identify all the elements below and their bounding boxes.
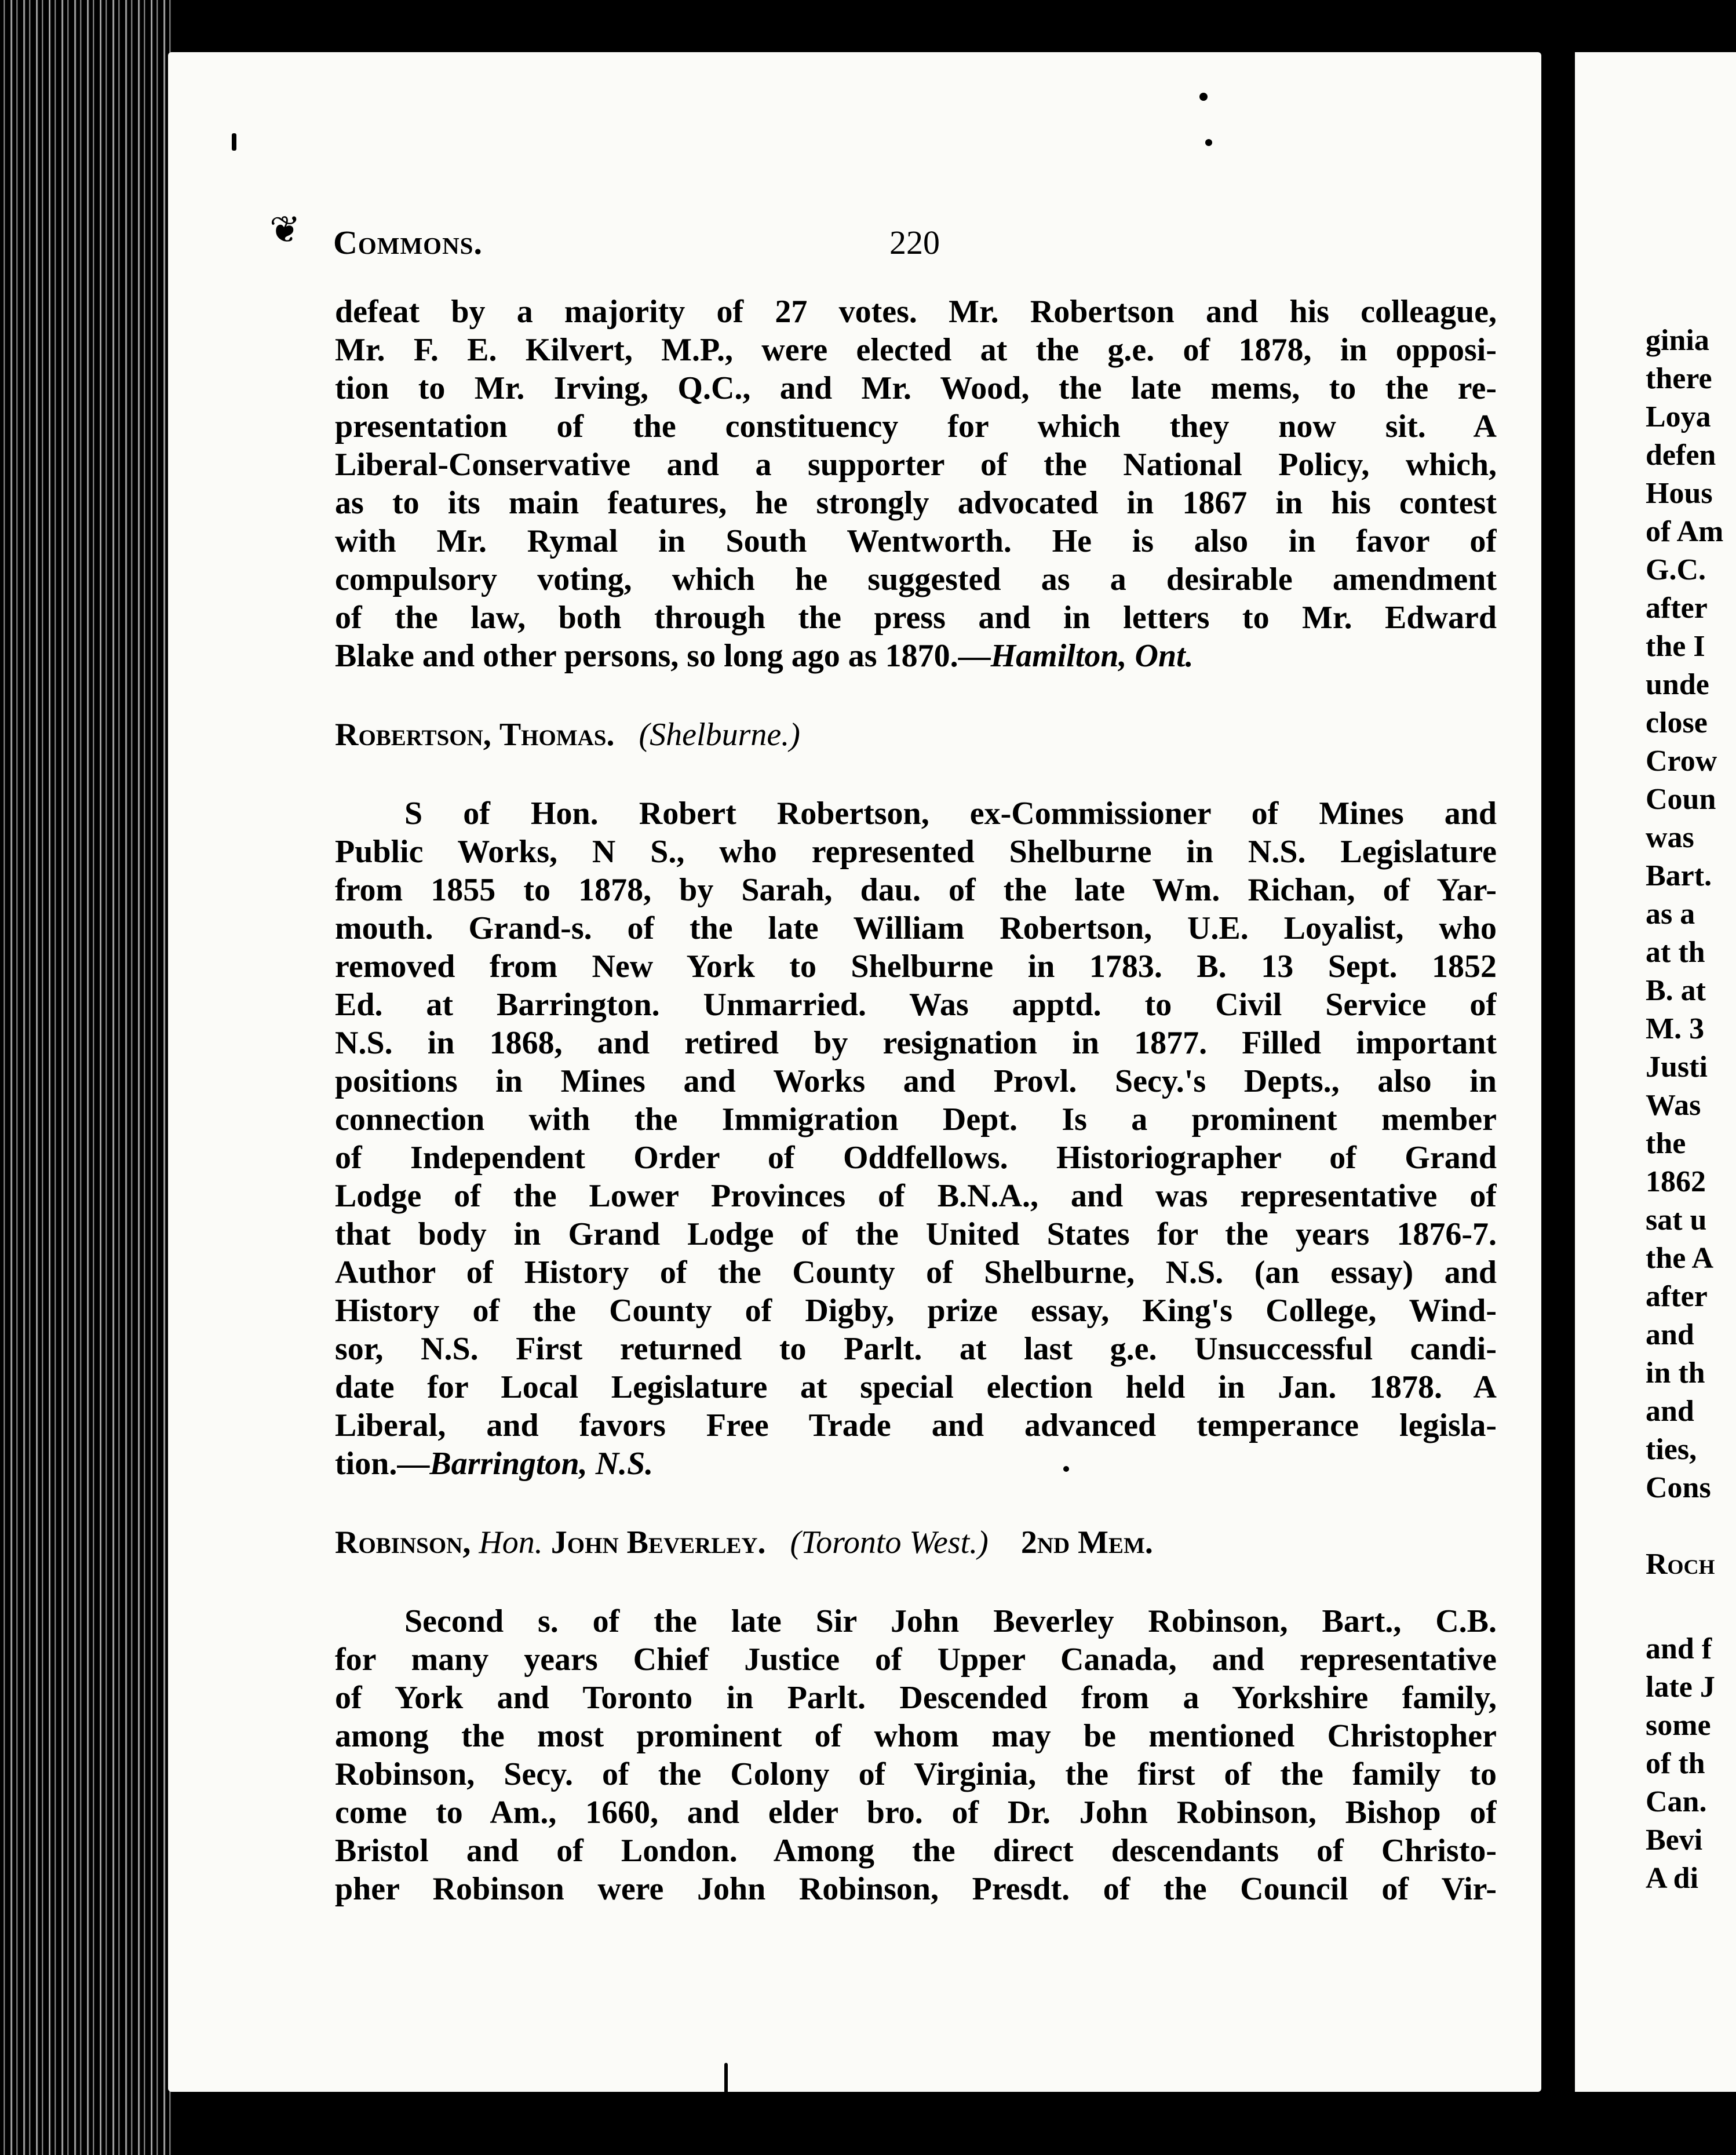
facing-line: defen bbox=[1646, 439, 1716, 472]
printer-ornament-icon: ❦ bbox=[269, 209, 301, 250]
text-line: of Independent Order of Oddfellows. Historiographer of Grand bbox=[335, 1140, 1497, 1176]
text-line: positions in Mines and Works and Provl. Secy.'s Depts., also in bbox=[335, 1063, 1497, 1099]
facing-line: there bbox=[1646, 362, 1712, 395]
text-line: tion to Mr. Irving, Q.C., and Mr. Wood, the late mems, to the re- bbox=[335, 370, 1497, 406]
facing-line: and bbox=[1646, 1318, 1694, 1351]
scan-speck bbox=[1205, 139, 1212, 146]
entry-heading bbox=[335, 716, 1497, 754]
facing-line: and bbox=[1646, 1395, 1694, 1428]
text-line: removed from New York to Shelburne in 1783. B. 13 Sept. 1852 bbox=[335, 949, 1497, 984]
text-run: tion.— bbox=[335, 1446, 430, 1482]
page-body bbox=[335, 293, 1497, 1908]
text-line: among the most prominent of whom may be mentioned Christopher bbox=[335, 1718, 1497, 1754]
scan-speck bbox=[1199, 93, 1208, 101]
text-line: connection with the Immigration Dept. Is a prominent member bbox=[335, 1102, 1497, 1137]
facing-line: ties, bbox=[1646, 1433, 1697, 1466]
text-line: with Mr. Rymal in South Wentworth. He is also in favor of bbox=[335, 523, 1497, 559]
text-line: from 1855 to 1878, by Sarah, dau. of the late Wm. Richan, of Yar- bbox=[335, 872, 1497, 908]
facing-line: B. at bbox=[1646, 974, 1706, 1007]
text-line: Public Works, N S., who represented Shelburne in N.S. Legislature bbox=[335, 834, 1497, 870]
facing-line: some bbox=[1646, 1709, 1711, 1742]
text-line: for many years Chief Justice of Upper Canada, and representative bbox=[335, 1642, 1497, 1678]
text-line: as to its main features, he strongly advocated in 1867 in his contest bbox=[335, 485, 1497, 521]
text-line: Robinson, Secy. of the Colony of Virginia, the first of the family to bbox=[335, 1756, 1497, 1792]
facing-line: Can. bbox=[1646, 1785, 1707, 1818]
facing-heading: Roch bbox=[1646, 1548, 1715, 1581]
entry-forename: Thomas. bbox=[499, 717, 615, 753]
facing-page-text bbox=[1646, 322, 1736, 1898]
facing-line: in th bbox=[1646, 1357, 1705, 1390]
text-line: compulsory voting, which he suggested as a desirable amendment bbox=[335, 561, 1497, 597]
facing-line: Bart. bbox=[1646, 859, 1712, 892]
facing-line: Cons bbox=[1646, 1471, 1711, 1504]
text-line: Liberal-Conservative and a supporter of the National Policy, which, bbox=[335, 447, 1497, 483]
facing-line: M. 3 bbox=[1646, 1012, 1705, 1045]
text-line: presentation of the constituency for which they now sit. A bbox=[335, 409, 1497, 444]
facing-line: the A bbox=[1646, 1242, 1713, 1275]
text-line: mouth. Grand-s. of the late William Robertson, U.E. Loyalist, who bbox=[335, 910, 1497, 946]
text-line: pher Robinson were John Robinson, Presdt. of the Council of Vir- bbox=[335, 1871, 1497, 1907]
entry-forename: John Beverley. bbox=[550, 1525, 766, 1560]
page-number: 220 bbox=[889, 224, 940, 261]
facing-line: the I bbox=[1646, 630, 1705, 663]
entry-robinson bbox=[335, 1523, 1497, 1908]
book-gutter-left bbox=[0, 0, 174, 2155]
facing-line: Justi bbox=[1646, 1051, 1708, 1084]
scan-speck bbox=[232, 133, 236, 151]
facing-line: Was bbox=[1646, 1089, 1701, 1122]
text-line: of York and Toronto in Parlt. Descended from a Yorkshire family, bbox=[335, 1680, 1497, 1716]
facing-line: as a bbox=[1646, 898, 1695, 931]
entry-constituency: (Toronto West.) bbox=[790, 1525, 989, 1560]
residence: Hamilton, Ont. bbox=[990, 638, 1194, 674]
text-line: of the law, both through the press and in letters to Mr. Edward bbox=[335, 600, 1497, 636]
scan-speck bbox=[1063, 1466, 1069, 1472]
entry-robertson bbox=[335, 716, 1497, 1483]
text-run: Blake and other persons, so long ago as 1870.— bbox=[335, 638, 991, 674]
facing-line: Loya bbox=[1646, 400, 1711, 433]
continuation-paragraph bbox=[335, 293, 1497, 675]
residence: Barrington, N.S. bbox=[429, 1446, 654, 1482]
entry-member-rank: 2nd Mem. bbox=[1020, 1525, 1153, 1560]
entry-surname: Robinson, bbox=[335, 1525, 471, 1560]
facing-line: of th bbox=[1646, 1747, 1705, 1780]
text-line: date for Local Legislature at special election held in Jan. 1878. A bbox=[335, 1369, 1497, 1405]
facing-line: G.C. bbox=[1646, 553, 1706, 586]
entry-honorific: Hon. bbox=[479, 1525, 543, 1560]
text-line: History of the County of Digby, prize essay, King's College, Wind- bbox=[335, 1293, 1497, 1329]
text-line: Liberal, and favors Free Trade and advanced temperance legisla- bbox=[335, 1408, 1497, 1443]
text-line: come to Am., 1660, and elder bro. of Dr. John Robinson, Bishop of bbox=[335, 1795, 1497, 1831]
facing-line: late J bbox=[1646, 1671, 1715, 1704]
facing-line: Coun bbox=[1646, 783, 1716, 816]
facing-line: of Am bbox=[1646, 515, 1724, 548]
text-line: N.S. in 1868, and retired by resignation in 1877. Filled important bbox=[335, 1025, 1497, 1061]
facing-line: ginia bbox=[1646, 324, 1709, 357]
facing-line: the bbox=[1646, 1127, 1686, 1160]
entry-surname: Robertson, bbox=[335, 717, 491, 753]
scan-speck bbox=[724, 2063, 728, 2127]
facing-line: 1862 bbox=[1646, 1165, 1706, 1198]
running-title: Commons. bbox=[333, 224, 483, 261]
text-line: Bristol and of London. Among the direct descendants of Christo- bbox=[335, 1833, 1497, 1869]
text-line: defeat by a majority of 27 votes. Mr. Robertson and his colleague, bbox=[335, 294, 1497, 330]
facing-line: Bevi bbox=[1646, 1824, 1703, 1857]
text-line: Mr. F. E. Kilvert, M.P., were elected at the g.e. of 1878, in opposi- bbox=[335, 332, 1497, 368]
text-line: sor, N.S. First returned to Parlt. at last g.e. Unsuccessful candi- bbox=[335, 1331, 1497, 1367]
facing-line: sat u bbox=[1646, 1204, 1707, 1237]
facing-line: at th bbox=[1646, 936, 1705, 969]
facing-line: Crow bbox=[1646, 745, 1717, 778]
facing-line: close bbox=[1646, 706, 1708, 739]
entry-constituency: (Shelburne.) bbox=[639, 717, 800, 753]
facing-line: after bbox=[1646, 592, 1708, 625]
facing-line: Hous bbox=[1646, 477, 1713, 510]
facing-line: A di bbox=[1646, 1862, 1699, 1895]
page-header bbox=[333, 223, 1492, 269]
entry-heading bbox=[335, 1523, 1497, 1562]
text-line: S of Hon. Robert Robertson, ex-Commissioner of Mines and bbox=[404, 796, 1497, 832]
facing-line: unde bbox=[1646, 668, 1709, 701]
text-line: Lodge of the Lower Provinces of B.N.A., and was representative of bbox=[335, 1178, 1497, 1214]
facing-line: and f bbox=[1646, 1632, 1712, 1665]
text-line bbox=[335, 1445, 1497, 1483]
text-line: Ed. at Barrington. Unmarried. Was apptd. to Civil Service of bbox=[335, 987, 1497, 1023]
facing-line: was bbox=[1646, 821, 1694, 854]
text-line: that body in Grand Lodge of the United States for the years 1876-7. bbox=[335, 1216, 1497, 1252]
text-line: Author of History of the County of Shelburne, N.S. (an essay) and bbox=[335, 1255, 1497, 1290]
text-line: Second s. of the late Sir John Beverley Robinson, Bart., C.B. bbox=[404, 1603, 1497, 1639]
facing-line: after bbox=[1646, 1280, 1708, 1313]
text-line bbox=[335, 637, 1497, 675]
